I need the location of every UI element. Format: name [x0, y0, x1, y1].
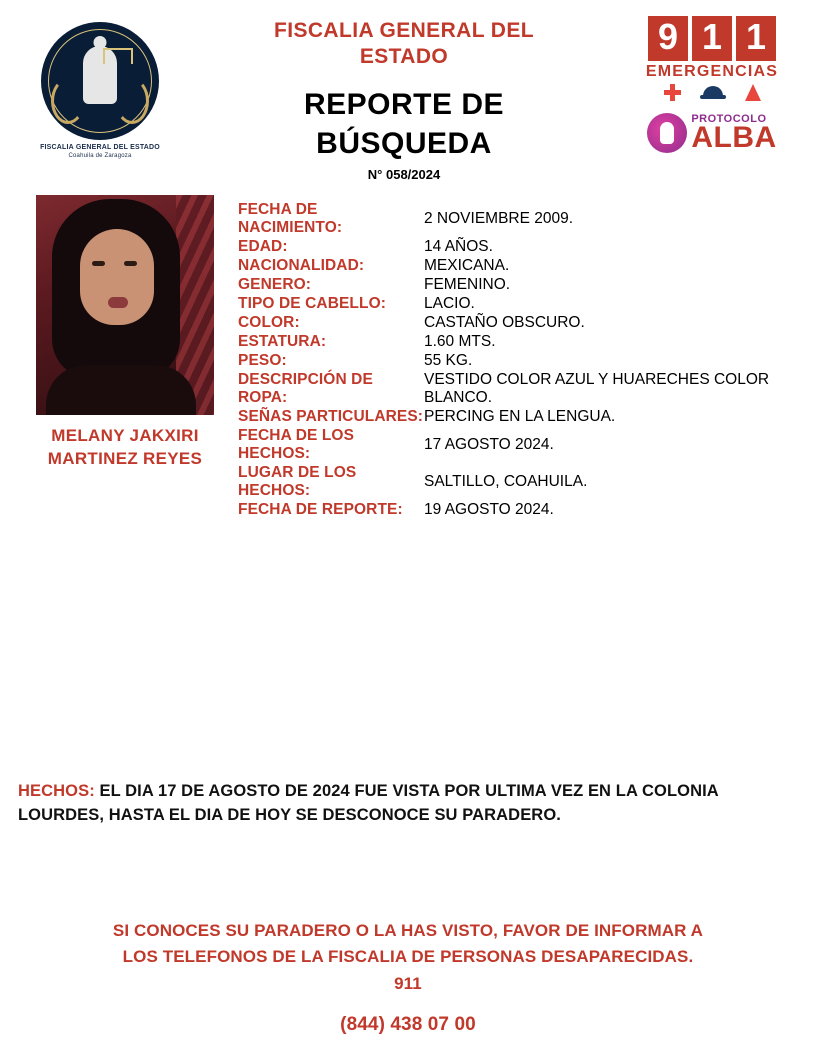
- detail-row-estatura: [238, 333, 802, 351]
- page-title: [186, 85, 622, 163]
- missing-person-name: [36, 425, 214, 471]
- callout-line1: SI CONOCES SU PARADERO O LA HAS VISTO, FAVOR DE INFORMAR A: [112, 921, 704, 940]
- detail-value: SALTILLO, COAHUILA.: [424, 472, 588, 490]
- alba-protocol-small-label: PROTOCOLO: [691, 112, 767, 125]
- detail-row-senas-particulares: [238, 408, 802, 426]
- detail-value: 2 NOVIEMBRE 2009.: [424, 209, 574, 227]
- emergency-digit-1b: 1: [736, 16, 776, 61]
- institution-title-line2: ESTADO: [359, 45, 449, 69]
- alba-protocol-large-label: ALBA: [691, 120, 777, 154]
- justice-scales-emblem-icon: [41, 22, 159, 140]
- detail-label: SEÑAS PARTICULARES:: [238, 407, 424, 425]
- detail-label: LUGAR DE LOS HECHOS:: [238, 463, 357, 499]
- detail-row-descripcion-ropa: [238, 371, 802, 407]
- detail-value: 19 AGOSTO 2024.: [424, 500, 554, 518]
- crest-caption: [40, 143, 160, 161]
- hechos-section: [18, 780, 798, 828]
- detail-value: PERCING EN LA LENGUA.: [424, 407, 616, 425]
- detail-label: GENERO:: [238, 275, 312, 293]
- emergency-phone: 911: [394, 974, 422, 993]
- detail-label: PESO:: [238, 351, 287, 369]
- badges-block: [622, 10, 802, 153]
- detail-value: MEXICANA.: [424, 256, 510, 274]
- detail-row-fecha-hechos: [238, 427, 802, 463]
- fiscalia-phone: (844) 438 07 00: [340, 1013, 476, 1035]
- fire-flame-icon: [745, 84, 761, 101]
- crest-caption-line2: Coahuila de Zaragoza: [68, 153, 132, 160]
- detail-value: LACIO.: [424, 294, 475, 312]
- emergency-icons-row: [664, 84, 761, 101]
- detail-value: FEMENINO.: [424, 275, 511, 293]
- emergency-digit-1a: 1: [692, 16, 732, 61]
- detail-row-genero: [238, 276, 802, 294]
- detail-label: FECHA DE NACIMIENTO:: [238, 201, 343, 236]
- detail-value: 17 AGOSTO 2024.: [424, 435, 554, 453]
- page-title-line2: BÚSQUEDA: [316, 126, 492, 160]
- emergency-label: EMERGENCIAS: [645, 63, 779, 80]
- crest-caption-line1: FISCALIA GENERAL DEL ESTADO: [40, 144, 160, 151]
- detail-row-color: [238, 314, 802, 332]
- detail-row-lugar-hechos: [238, 464, 802, 500]
- detail-row-fecha-reporte: [238, 501, 802, 519]
- hechos-label: HECHOS:: [18, 782, 95, 800]
- detail-label: FECHA DE LOS HECHOS:: [238, 426, 355, 462]
- detail-value: CASTAÑO OBSCURO.: [424, 313, 585, 331]
- photo-column: [14, 195, 238, 519]
- detail-row-nacionalidad: [238, 257, 802, 275]
- emergency-number-badge: [648, 16, 776, 61]
- detail-value: 55 KG.: [424, 351, 473, 369]
- police-helmet-icon: [703, 86, 723, 99]
- detail-value: 14 AÑOS.: [424, 237, 493, 255]
- detail-label: TIPO DE CABELLO:: [238, 294, 386, 312]
- poster-header: [0, 0, 816, 195]
- detail-value: VESTIDO COLOR AZUL Y HUARECHES COLOR BLANCO.: [424, 370, 770, 406]
- alba-protocol-icon: [647, 113, 687, 153]
- missing-person-name-line1: MELANY JAKXIRI: [51, 426, 199, 445]
- folio-number: N° 058/2024: [367, 166, 441, 182]
- missing-person-name-line2: MARTINEZ REYES: [47, 448, 203, 468]
- contact-callout: [18, 918, 798, 1039]
- fiscalia-crest: [14, 10, 186, 161]
- detail-label: ESTATURA:: [238, 332, 327, 350]
- detail-row-tipo-cabello: [238, 295, 802, 313]
- detail-value: 1.60 MTS.: [424, 332, 496, 350]
- title-block: [186, 10, 622, 182]
- detail-row-fecha-nacimiento: [238, 201, 802, 237]
- emergency-digit-9: 9: [648, 16, 688, 61]
- poster-body: [0, 195, 816, 519]
- institution-title-line1: FISCALIA GENERAL DEL: [273, 19, 534, 42]
- alba-protocol-badge: [647, 113, 776, 153]
- institution-title: [186, 18, 622, 71]
- page-title-line1: REPORTE DE: [303, 87, 505, 121]
- missing-person-photo: [36, 195, 214, 415]
- medical-cross-icon: [664, 84, 681, 101]
- detail-label: EDAD:: [238, 237, 288, 255]
- details-list: [238, 195, 802, 519]
- hechos-text: EL DIA 17 DE AGOSTO DE 2024 FUE VISTA POR ULTIMA VEZ EN LA COLONIA LOURDES, HASTA EL DIA DE HOY SE DESCONOCE SU PARADERO.: [18, 782, 719, 824]
- detail-row-peso: [238, 352, 802, 370]
- detail-label: FECHA DE REPORTE:: [238, 500, 403, 518]
- callout-line2: LOS TELEFONOS DE LA FISCALIA DE PERSONAS DESAPARECIDAS.: [122, 946, 694, 966]
- detail-row-edad: [238, 238, 802, 256]
- detail-label: NACIONALIDAD:: [238, 256, 365, 274]
- detail-label: DESCRIPCIÓN DE ROPA:: [238, 370, 373, 406]
- detail-label: COLOR:: [238, 313, 300, 331]
